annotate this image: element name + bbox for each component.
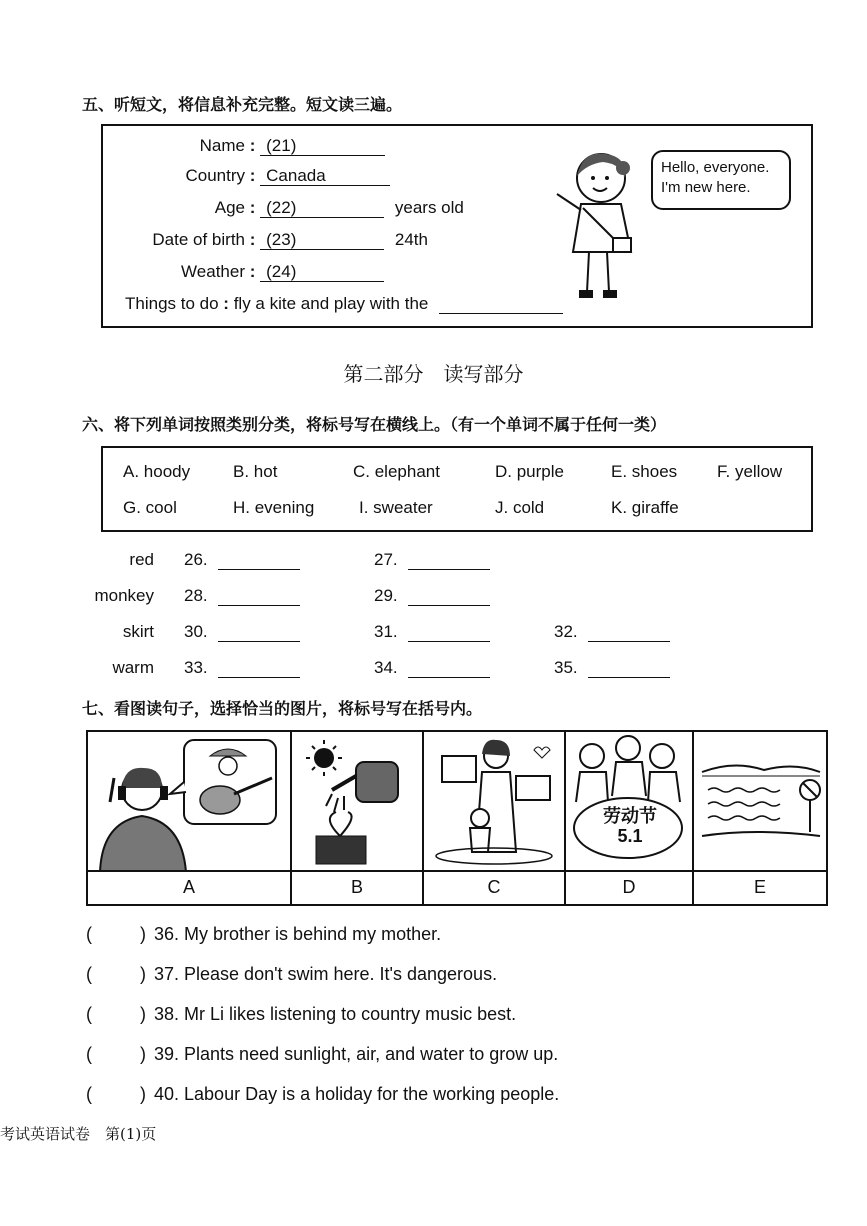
blank-item [554, 658, 670, 678]
question-row [86, 1044, 558, 1065]
field-label: Name [199, 136, 245, 155]
answer-line[interactable] [408, 589, 490, 606]
things-row: Things to do : fly a kite and play with the [125, 294, 563, 314]
answer-line[interactable] [218, 661, 300, 678]
answer-line[interactable] [408, 553, 490, 570]
word-option: A. hoody [123, 462, 191, 481]
answer-bracket[interactable]: ( ) [86, 1044, 146, 1064]
blank-item [554, 622, 670, 642]
picture-a [88, 732, 292, 904]
word-option: D. purple [495, 462, 564, 481]
answer-bracket[interactable]: ( ) [86, 1004, 146, 1024]
music-icon [88, 732, 288, 872]
field-label: Date of birth [152, 230, 245, 249]
blank-item [374, 550, 490, 570]
label-d: D [566, 870, 692, 904]
item-number: 28. [184, 586, 208, 605]
answer-bracket[interactable]: ( ) [86, 924, 146, 944]
blank-item [184, 550, 300, 570]
field-suffix: years old [394, 198, 464, 217]
question-row [86, 1004, 516, 1025]
word-option: J. cold [495, 498, 545, 517]
picture-table [86, 730, 828, 906]
answer-line[interactable] [218, 553, 300, 570]
answer-line[interactable] [408, 661, 490, 678]
question-row [86, 1084, 559, 1105]
blank-item [184, 658, 300, 678]
label-a: A [88, 870, 290, 904]
field-answer[interactable]: (23) [260, 230, 384, 250]
blank-item [184, 622, 300, 642]
label-e: E [694, 870, 826, 904]
question-text: 37. Please don't swim here. It's dangerous. [154, 964, 498, 984]
category-label: warm [112, 658, 154, 677]
word-option: F. yellow [717, 462, 783, 481]
item-number: 30. [184, 622, 208, 641]
question-text: 36. My brother is behind my mother. [154, 924, 442, 944]
info-field-row: Date of birth : (23) 24th [103, 230, 428, 250]
info-field-row: Country : Canada [103, 166, 396, 186]
answer-line[interactable] [218, 589, 300, 606]
word-option: C. elephant [353, 462, 440, 481]
field-answer[interactable]: (21) [260, 136, 385, 156]
question-row [86, 964, 497, 985]
category-label: monkey [94, 586, 154, 605]
category-label: skirt [122, 622, 154, 641]
item-number: 34. [374, 658, 398, 677]
info-field-row: Weather : (24) [103, 262, 390, 282]
category-label: red [129, 550, 154, 569]
part2-title: 第二部分 读写部分 [343, 364, 524, 386]
field-label: Weather [181, 262, 245, 281]
field-label: Country [185, 166, 245, 185]
question-text: 39. Plants need sunlight, air, and water to grow up. [154, 1044, 559, 1064]
word-option: I. sweater [359, 498, 433, 517]
item-number: 35. [554, 658, 578, 677]
field-answer[interactable]: (24) [260, 262, 384, 282]
question-text: 38. Mr Li likes listening to country music best. [154, 1004, 517, 1024]
item-number: 29. [374, 586, 398, 605]
labour-date: 5.1 [617, 826, 643, 846]
item-number: 33. [184, 658, 208, 677]
word-option: H. evening [233, 498, 315, 517]
watering-plant-icon [292, 732, 422, 872]
speech-bubble: Hello, everyone. I'm new here. [651, 150, 791, 210]
answer-line[interactable] [218, 625, 300, 642]
word-option: E. shoes [611, 462, 678, 481]
field-answer[interactable]: (22) [260, 198, 384, 218]
answer-line[interactable] [408, 625, 490, 642]
blank-item [374, 622, 490, 642]
section5-title: 五、听短文，将信息补充完整。短文读三遍。 [82, 95, 403, 114]
picture-d [566, 732, 694, 904]
section7-title: 七、看图读句子，选择恰当的图片，将标号写在括号内。 [82, 699, 483, 718]
info-field-row: Age : (22) years old [103, 198, 464, 218]
picture-e [694, 732, 826, 904]
word-option: K. giraffe [611, 498, 679, 517]
field-answer[interactable]: Canada [260, 166, 390, 186]
answer-line[interactable] [588, 625, 670, 642]
item-number: 27. [374, 550, 398, 569]
label-b: B [292, 870, 422, 904]
label-c: C [424, 870, 564, 904]
field-label: Age [214, 198, 245, 217]
info-box [101, 124, 813, 328]
blank-item [374, 586, 490, 606]
blank-item [374, 658, 490, 678]
girl-illustration [543, 148, 653, 306]
picture-b [292, 732, 424, 904]
things-label: Things to do [125, 294, 219, 313]
section6-title: 六、将下列单词按照类别分类，将标号写在横线上。（有一个单词不属于任何一类） [82, 415, 667, 434]
mother-child-icon [424, 732, 564, 872]
word-option: B. hot [233, 462, 278, 481]
field-suffix: 24th [394, 230, 428, 249]
blank-item [184, 586, 300, 606]
no-swimming-icon [694, 732, 826, 872]
answer-line[interactable] [588, 661, 670, 678]
item-number: 31. [374, 622, 398, 641]
labour-text: 劳动节 [603, 806, 657, 826]
info-field-row: Name : (21) [103, 136, 391, 156]
things-text: fly a kite and play with the [233, 294, 429, 313]
item-number: 26. [184, 550, 208, 569]
answer-bracket[interactable]: ( ) [86, 1084, 146, 1104]
page-footer: 考试英语试卷 第(1)页 [0, 1125, 157, 1143]
question-text: 40. Labour Day is a holiday for the working people. [154, 1084, 560, 1104]
word-box [101, 446, 813, 532]
picture-c [424, 732, 566, 904]
item-number: 32. [554, 622, 578, 641]
word-option: G. cool [123, 498, 177, 517]
question-row [86, 924, 441, 945]
answer-bracket[interactable]: ( ) [86, 964, 146, 984]
